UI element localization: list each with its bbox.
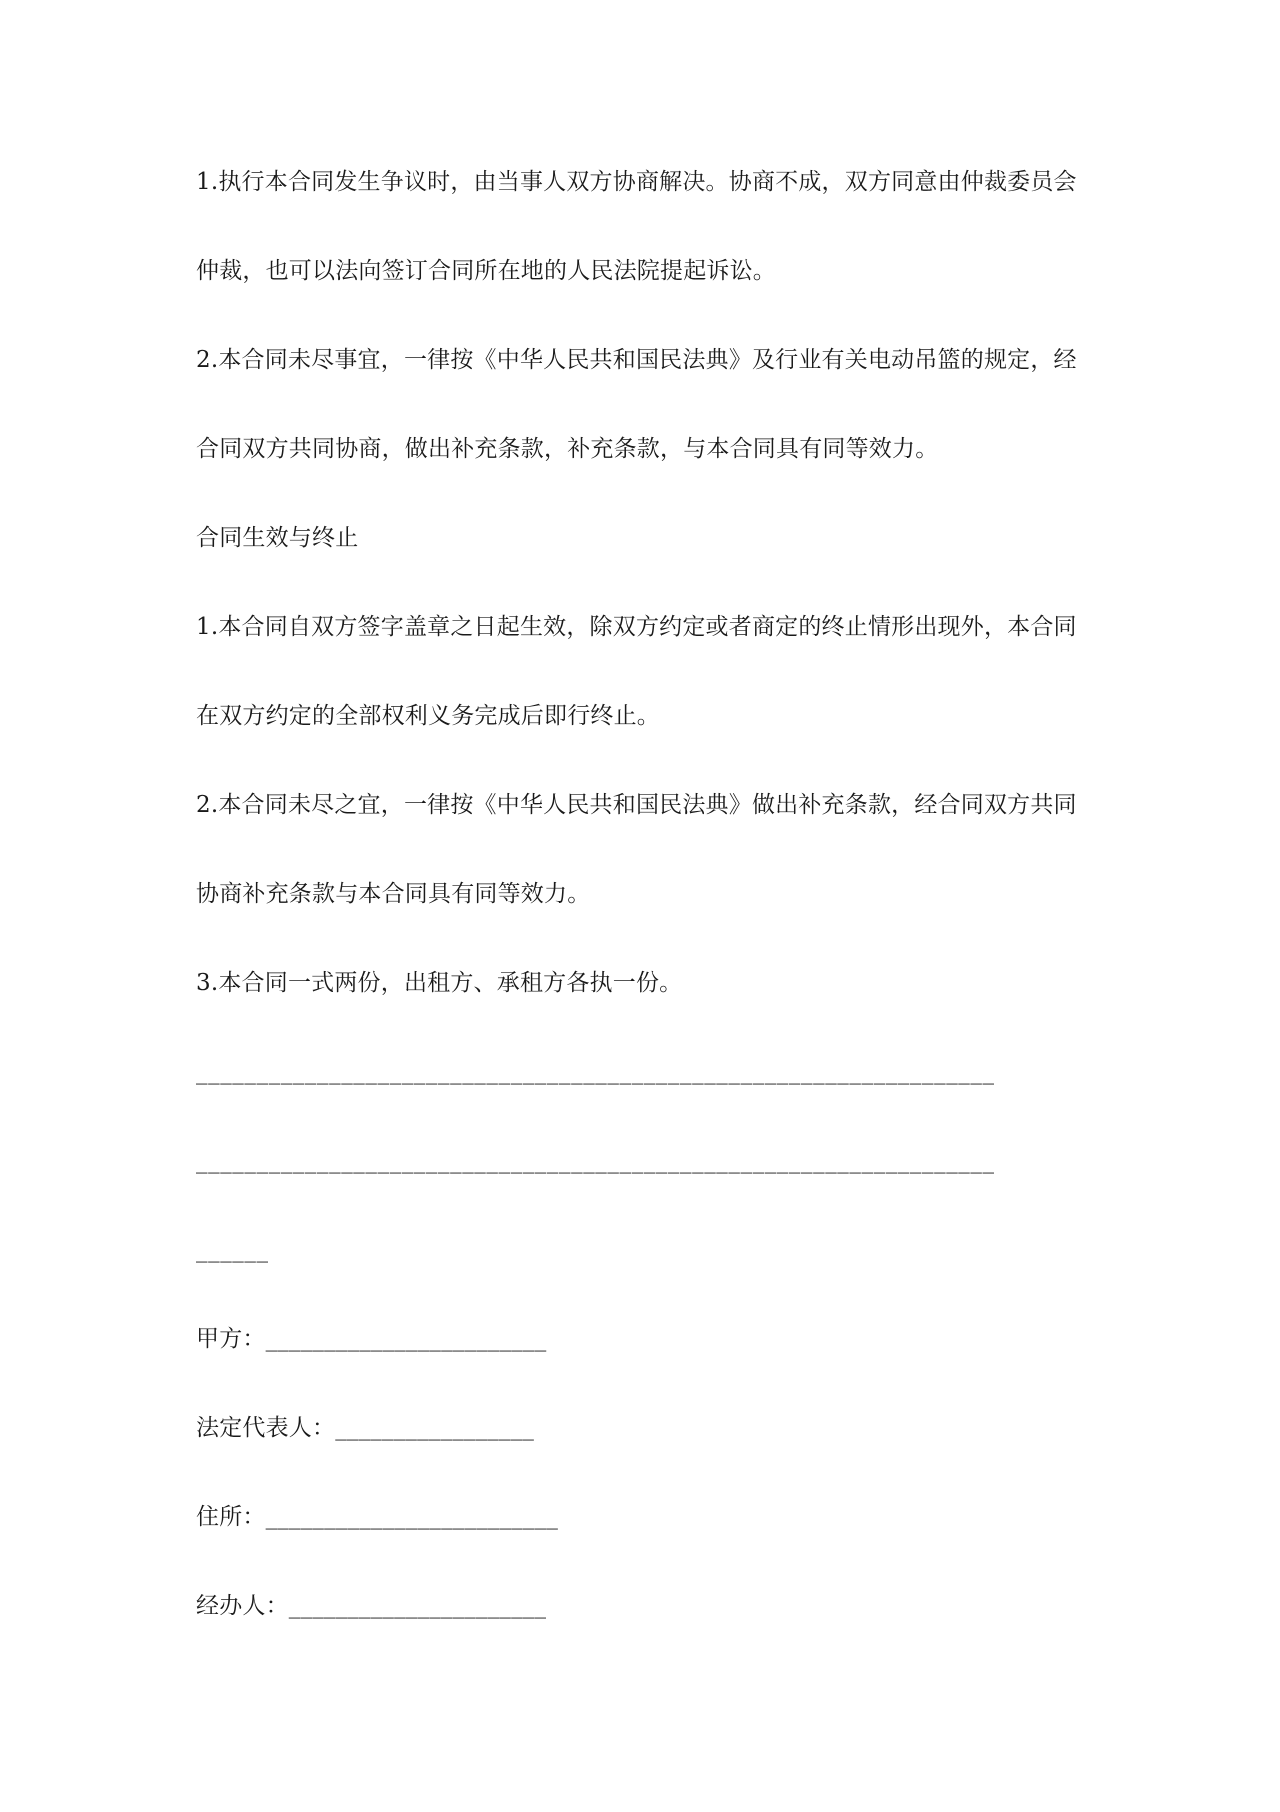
clause-dispute-line-1: 1.执行本合同发生争议时，由当事人双方协商解决。协商不成，双方同意由仲裁委员会 xyxy=(196,169,1077,195)
blank-rule-3: ______ xyxy=(196,1237,269,1263)
blank-rule-1: __________________________________________________________________ xyxy=(196,1059,995,1085)
signature-handler: 经办人：______________________ xyxy=(196,1593,547,1619)
clause-effective-line-2: 在双方约定的全部权利义务完成后即行终止。 xyxy=(196,703,660,729)
blank-rule-2: __________________________________________________________________ xyxy=(196,1148,995,1174)
clause-unresolved-line-2: 合同双方共同协商，做出补充条款，补充条款，与本合同具有同等效力。 xyxy=(196,436,939,462)
clause-copies-line: 3.本合同一式两份，出租方、承租方各执一份。 xyxy=(196,970,683,996)
clause-effective-line-1: 1.本合同自双方签字盖章之日起生效，除双方约定或者商定的终止情形出现外，本合同 xyxy=(196,614,1077,640)
signature-party-a: 甲方：________________________ xyxy=(196,1326,547,1352)
signature-address: 住所：_________________________ xyxy=(196,1504,559,1530)
signature-legal-representative: 法定代表人：_________________ xyxy=(196,1415,535,1441)
clause-supplement-line-2: 协商补充条款与本合同具有同等效力。 xyxy=(196,881,591,907)
clause-supplement-line-1: 2.本合同未尽之宜，一律按《中华人民共和国民法典》做出补充条款，经合同双方共同 xyxy=(196,792,1077,818)
clause-dispute-line-2: 仲裁，也可以法向签订合同所在地的人民法院提起诉讼。 xyxy=(196,258,776,284)
clause-unresolved-line-1: 2.本合同未尽事宜，一律按《中华人民共和国民法典》及行业有关电动吊篮的规定，经 xyxy=(196,347,1077,373)
section-heading-effect-termination: 合同生效与终止 xyxy=(196,525,359,551)
